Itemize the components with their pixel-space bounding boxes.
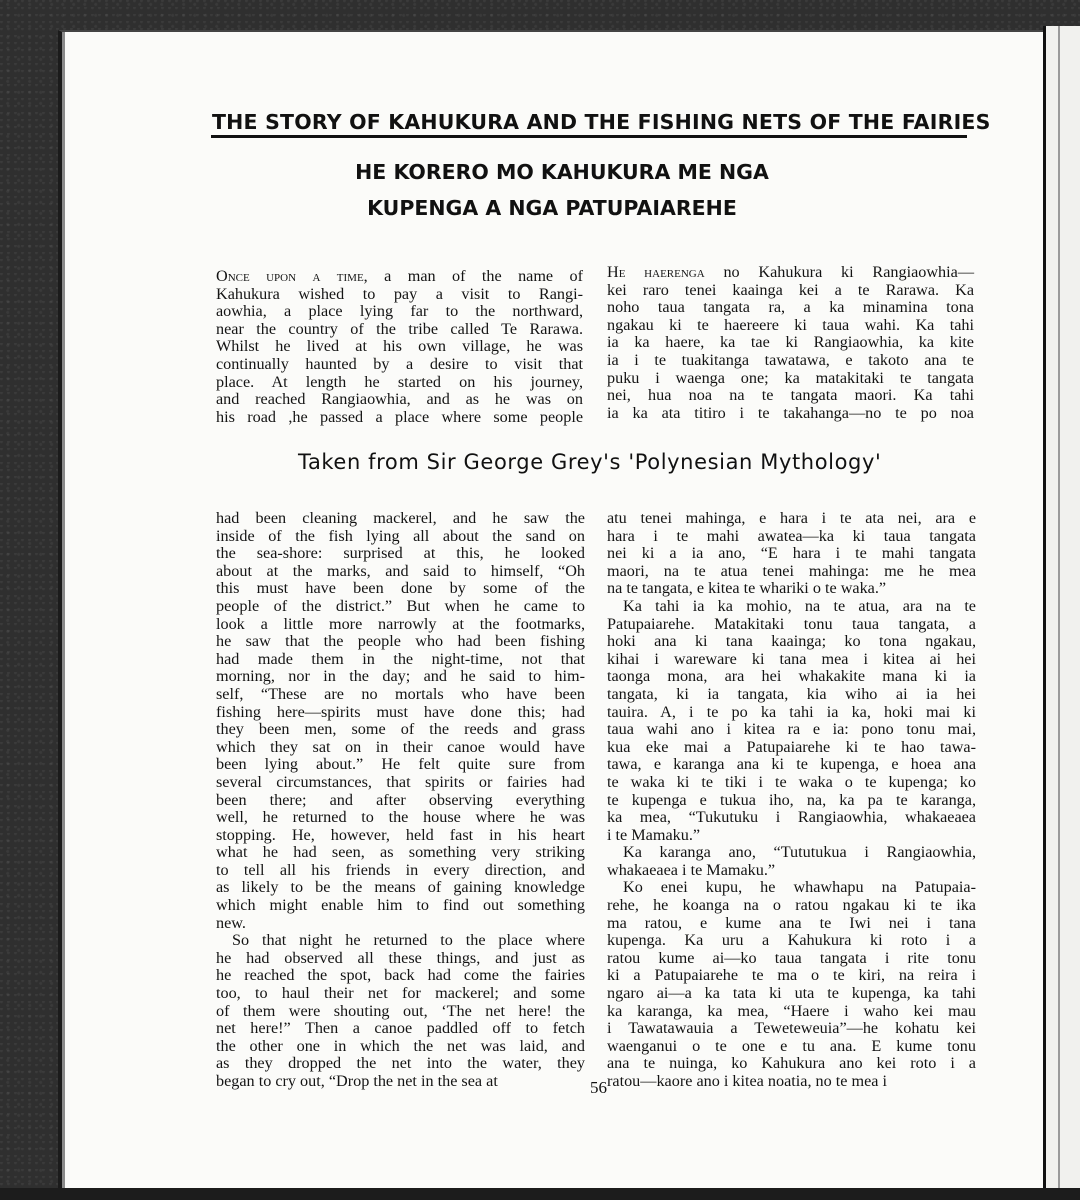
text-line: hoki ana ki tana kaainga; ko tona ngakau,: [607, 632, 976, 651]
text-line: ia ka haere, ka tae ki Rangiaowhia, ka kite: [607, 333, 974, 352]
text-line: ngakau ki te haereere ki taua wahi. Ka tahi: [607, 315, 974, 334]
maori-title-line-2: KUPENGA A NGA PATUPAIAREHE: [367, 196, 737, 220]
text-line: So that night he returned to the place where: [232, 931, 585, 950]
text-line: whakaeaea i te Mamaku.”: [607, 860, 776, 879]
text-line: ratou—kaore ano i kitea noatia, no te mea i: [607, 1072, 888, 1090]
text-line: net here!” Then a canoe paddled off to fetch: [216, 1019, 585, 1038]
maori-lead-in: He haerenga: [607, 263, 705, 281]
english-intro-line-1: Once upon a time, a man of the name of: [216, 267, 584, 285]
page-title: THE STORY OF KAHUKURA AND THE FISHING NETS OF THE FAIRIES: [212, 110, 991, 134]
text-line: ngaro ai—a ka tata ki uta te kupenga, ka tahi: [607, 984, 976, 1003]
text-line: kei raro tenei kaainga kei a te Rarawa. Ka: [607, 280, 974, 299]
text-line: as they dropped the net into the water, they: [216, 1054, 585, 1073]
text-line: had been cleaning mackerel, and he saw the: [216, 509, 585, 527]
english-intro-column: [216, 268, 583, 426]
text-line: his road ,he passed a place where some people: [216, 407, 583, 426]
text-line: ana te nuinga, ko Kahukura ano kei roto i a: [607, 1054, 976, 1073]
text-line: Ko enei kupu, he whawhapu na Patupaia-: [623, 878, 976, 897]
english-body-column: [216, 510, 585, 1091]
text-line: rehe, he koanga na o ratou ngakau ki te ika: [607, 896, 976, 915]
text-line: as likely to be the means of gaining knowledge: [216, 878, 585, 897]
text-line: Ka tahi ia ka mohio, na te atua, ara na te: [623, 596, 976, 615]
text-line: taonga mona, ara hei whakakite mana ki ia: [607, 667, 976, 686]
text-line: well, he returned to the house where he was: [216, 808, 585, 827]
facing-page-edge: [1043, 26, 1080, 1200]
text-line: waenganui o te one e tu ana. E kume tonu: [607, 1036, 976, 1055]
text-line: ki a Patupaiarehe te ma o te kiri, na reira i: [607, 966, 976, 985]
text-line: they been men, some of the reeds and grass: [216, 720, 585, 739]
text-line: ia ka ata titiro i te takahanga—no te po noa: [607, 403, 974, 422]
text-line: nei, hua noa na te tangata maori. Ka tahi: [607, 386, 974, 405]
text-line: tangata, ki ia tangata, kia wiho ai ia hei: [607, 684, 976, 703]
text-line: atu tenei mahinga, e hara i te ata nei, ara e: [607, 509, 976, 527]
text-line: new.: [216, 913, 246, 932]
text-line: been lying about.” He felt quite sure from: [216, 755, 585, 774]
text-line: taua wahi ano i kitea ra e ia: pono tonu mai,: [607, 720, 976, 739]
page-number: 56: [590, 1078, 607, 1097]
text-line: near the country of the tribe called Te Rarawa.: [216, 319, 583, 338]
text-line: noho taua tangata ra, a ka minamina tona: [607, 298, 974, 317]
text-line: nei ki a ia ano, “E hara i te mahi tangata: [607, 544, 976, 563]
text-line: to tell all his friends in every direction, and: [216, 860, 585, 879]
text-line: too, to haul their net for mackerel; and some: [216, 984, 585, 1003]
text-line: Kahukura wished to pay a visit to Rangi-: [216, 284, 583, 303]
text-line: Patupaiarehe. Matakitaki tonu taua tangata, a: [607, 614, 976, 633]
text-line: maori, na te atua tenei mahinga: me he mea: [607, 561, 976, 580]
text-line: i te Mamaku.”: [607, 825, 701, 844]
text-line: inside of the fish lying all about the sand on: [216, 526, 585, 545]
text-line: i Tawatawauia a Teweteweuia”—he kohatu kei: [607, 1019, 976, 1038]
text-line: this must have been done by some of the: [216, 579, 585, 598]
text-line: na te tangata, e kitea te whariki o te waka.”: [607, 579, 887, 598]
text-line: he reached the spot, back had come the fairies: [216, 966, 585, 985]
text-line: tawa, e karanga ana ki te kupenga, e hoea ana: [607, 755, 976, 774]
text-line: began to cry out, “Drop the net in the sea at: [216, 1072, 498, 1090]
text-line: kupenga. Ka uru a Kahukura ki roto i a: [607, 931, 976, 950]
title-underline: [211, 135, 967, 138]
text-line: ka karanga, ka mea, “Haere i waho kei mau: [607, 1001, 976, 1020]
text-line: the other one in which the net was laid, and: [216, 1036, 585, 1055]
text-line: look a little more narrowly at the footmarks,: [216, 614, 585, 633]
text-line: and reached Rangiaowhia, and as he was on: [216, 390, 583, 409]
maori-body-column: [607, 510, 976, 1091]
text-line: which might enable him to find out something: [216, 896, 585, 915]
text-line: ka mea, “Tukutuku i Rangiaowhia, whakaeaea: [607, 808, 976, 827]
text-line: what he had seen, as something very striking: [216, 843, 585, 862]
text-line: hara i te mahi awatea—ka ki taua tangata: [607, 526, 976, 545]
text-line: stopping. He, however, held fast in his heart: [216, 825, 585, 844]
text-line: ma ratou, e kume ana te Iwi nei i tana: [607, 913, 976, 932]
text-line: continually haunted by a desire to visit that: [216, 354, 583, 373]
maori-intro-line-1: He haerenga no Kahukura ki Rangiaowhia—: [607, 263, 975, 281]
text-line: morning, nor in the day; and he said to him-: [216, 667, 585, 686]
text-line: he saw that the people who had been fishing: [216, 632, 585, 651]
text-line: self, “These are no mortals who have been: [216, 684, 585, 703]
text-line: people of the district.” But when he came to: [216, 596, 585, 615]
text-line: Whilst he lived at his own village, he was: [216, 337, 583, 356]
text-line: fishing here—spirits must have done this; had: [216, 702, 585, 721]
english-lead-in: Once upon a time,: [216, 267, 368, 285]
text-line: kua eke mai a Patupaiarehe ki te hao tawa-: [607, 737, 976, 756]
text-line: aowhia, a place lying far to the northward,: [216, 302, 583, 321]
text-line: had made them in the night-time, not that: [216, 649, 585, 668]
text-line: of them were shouting out, ‘The net here! the: [216, 1001, 585, 1020]
text-line: kihai i wareware ki tana mea i kitea ai hei: [607, 649, 976, 668]
maori-intro-column: [607, 264, 974, 422]
text-line: puku i waenga one; ka matakitaki te tangata: [607, 368, 974, 387]
text-line: several circumstances, that spirits or fairies had: [216, 772, 585, 791]
text-line: Ka karanga ano, “Tututukua i Rangiaowhia,: [623, 843, 976, 862]
text-line: place. At length he started on his journey,: [216, 372, 583, 391]
text-line: tauira. A, i te po ka tahi ia ka, hoki mai ki: [607, 702, 976, 721]
text-line: te waka ki te tiki i te waka o te kupenga; ko: [607, 772, 976, 791]
text-line: been there; and after observing everything: [216, 790, 585, 809]
source-attribution: Taken from Sir George Grey's 'Polynesian Mythology': [298, 450, 882, 474]
text-line: which they sat on in their canoe would have: [216, 737, 585, 756]
scan-border: [0, 1188, 1080, 1200]
maori-title-line-1: HE KORERO MO KAHUKURA ME NGA: [355, 160, 769, 184]
text-line: ratou kume ai—ko taua tangata i rite tonu: [607, 948, 976, 967]
text-line: about at the marks, and said to himself, “Oh: [216, 561, 585, 580]
text-line: the sea-shore: surprised at this, he looked: [216, 544, 585, 563]
text-line: te kupenga e tukua iho, na, ka pa te karanga,: [607, 790, 976, 809]
text-line: ia i te tuakitanga tawatawa, e takoto ana te: [607, 350, 974, 369]
text-line: he had observed all these things, and just as: [216, 948, 585, 967]
